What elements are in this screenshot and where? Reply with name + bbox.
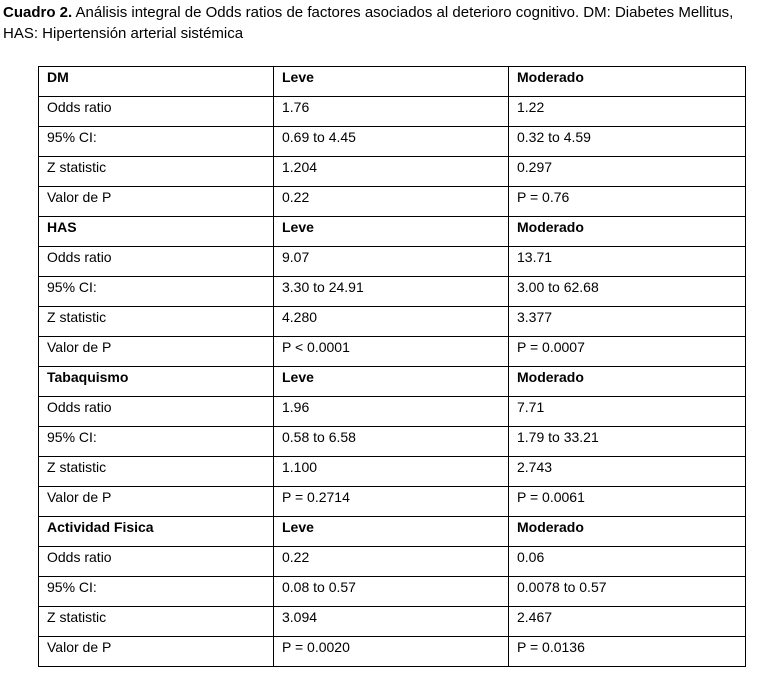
table-row — [39, 427, 746, 457]
table-row — [39, 97, 746, 127]
row-label-cell: Valor de P — [39, 337, 274, 367]
row-label-cell: Z statistic — [39, 607, 274, 637]
group-header-row — [39, 217, 746, 247]
leve-value-cell: 1.204 — [274, 157, 509, 187]
header-moderado-cell: Moderado — [509, 517, 746, 547]
row-label-cell: Valor de P — [39, 487, 274, 517]
caption-label: Cuadro 2. — [3, 4, 73, 21]
group-header-row — [39, 367, 746, 397]
moderado-value-cell: 3.377 — [509, 307, 746, 337]
leve-value-cell: P < 0.0001 — [274, 337, 509, 367]
header-leve-cell: Leve — [274, 217, 509, 247]
leve-value-cell: 0.58 to 6.58 — [274, 427, 509, 457]
table-row — [39, 127, 746, 157]
moderado-value-cell: 1.79 to 33.21 — [509, 427, 746, 457]
header-leve-cell: Leve — [274, 367, 509, 397]
table-row — [39, 337, 746, 367]
moderado-value-cell: 0.32 to 4.59 — [509, 127, 746, 157]
row-label-cell: Valor de P — [39, 637, 274, 667]
table-row — [39, 637, 746, 667]
table-row — [39, 307, 746, 337]
group-name-cell: Tabaquismo — [39, 367, 274, 397]
moderado-value-cell: P = 0.0061 — [509, 487, 746, 517]
leve-value-cell: 9.07 — [274, 247, 509, 277]
leve-value-cell: 0.08 to 0.57 — [274, 577, 509, 607]
table-row — [39, 187, 746, 217]
leve-value-cell: 1.96 — [274, 397, 509, 427]
row-label-cell: Odds ratio — [39, 247, 274, 277]
group-header-row — [39, 67, 746, 97]
row-label-cell: Odds ratio — [39, 97, 274, 127]
table-body — [39, 67, 746, 667]
table-row — [39, 157, 746, 187]
group-name-cell: HAS — [39, 217, 274, 247]
row-label-cell: Odds ratio — [39, 547, 274, 577]
leve-value-cell: 1.100 — [274, 457, 509, 487]
moderado-value-cell: 0.0078 to 0.57 — [509, 577, 746, 607]
group-name-cell: Actividad Fisica — [39, 517, 274, 547]
moderado-value-cell: 2.743 — [509, 457, 746, 487]
row-label-cell: Z statistic — [39, 457, 274, 487]
row-label-cell: Valor de P — [39, 187, 274, 217]
moderado-value-cell: 13.71 — [509, 247, 746, 277]
caption-text: Análisis integral de Odds ratios de factores asociados al deterioro cognitivo. DM: Diabetes Mellitus, HAS: Hipertensión arterial sistémica — [3, 4, 734, 42]
leve-value-cell: 0.22 — [274, 547, 509, 577]
moderado-value-cell: 0.06 — [509, 547, 746, 577]
group-name-cell: DM — [39, 67, 274, 97]
moderado-value-cell: 0.297 — [509, 157, 746, 187]
odds-ratio-table — [38, 66, 746, 667]
moderado-value-cell: P = 0.76 — [509, 187, 746, 217]
group-header-row — [39, 517, 746, 547]
leve-value-cell: 1.76 — [274, 97, 509, 127]
header-moderado-cell: Moderado — [509, 67, 746, 97]
moderado-value-cell: 7.71 — [509, 397, 746, 427]
table-row — [39, 397, 746, 427]
leve-value-cell: 0.69 to 4.45 — [274, 127, 509, 157]
table-row — [39, 607, 746, 637]
row-label-cell: Odds ratio — [39, 397, 274, 427]
row-label-cell: 95% CI: — [39, 427, 274, 457]
table-row — [39, 457, 746, 487]
moderado-value-cell: 1.22 — [509, 97, 746, 127]
row-label-cell: 95% CI: — [39, 277, 274, 307]
header-moderado-cell: Moderado — [509, 217, 746, 247]
row-label-cell: 95% CI: — [39, 577, 274, 607]
leve-value-cell: 0.22 — [274, 187, 509, 217]
table-row — [39, 247, 746, 277]
header-moderado-cell: Moderado — [509, 367, 746, 397]
table-row — [39, 277, 746, 307]
leve-value-cell: P = 0.2714 — [274, 487, 509, 517]
table-caption — [3, 2, 753, 44]
leve-value-cell: 3.094 — [274, 607, 509, 637]
row-label-cell: 95% CI: — [39, 127, 274, 157]
leve-value-cell: P = 0.0020 — [274, 637, 509, 667]
table-row — [39, 577, 746, 607]
leve-value-cell: 3.30 to 24.91 — [274, 277, 509, 307]
header-leve-cell: Leve — [274, 67, 509, 97]
leve-value-cell: 4.280 — [274, 307, 509, 337]
moderado-value-cell: 3.00 to 62.68 — [509, 277, 746, 307]
table-row — [39, 547, 746, 577]
row-label-cell: Z statistic — [39, 307, 274, 337]
moderado-value-cell: P = 0.0007 — [509, 337, 746, 367]
header-leve-cell: Leve — [274, 517, 509, 547]
moderado-value-cell: 2.467 — [509, 607, 746, 637]
moderado-value-cell: P = 0.0136 — [509, 637, 746, 667]
row-label-cell: Z statistic — [39, 157, 274, 187]
table-row — [39, 487, 746, 517]
